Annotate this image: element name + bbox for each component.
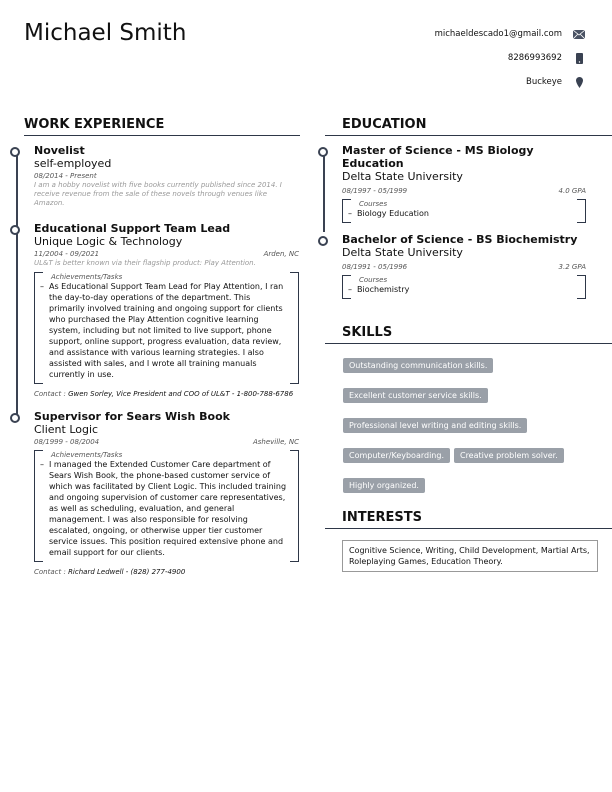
candidate-name: Michael Smith	[24, 20, 187, 46]
description: I am a hobby novelist with five books currently published since 2014. I receive revenue from the sale of these novels through venues like Amazon.	[34, 181, 282, 207]
skill-tag: Computer/Keyboarding.	[343, 448, 450, 463]
dates: 11/2004 - 09/2021	[34, 250, 100, 258]
education-item	[342, 144, 586, 223]
work-item	[34, 144, 299, 208]
timeline-line	[323, 152, 325, 232]
school: Delta State University	[342, 170, 463, 183]
contact-line	[34, 568, 299, 576]
courses-box	[342, 275, 586, 299]
contact-label: Contact :	[34, 390, 66, 398]
dates: 08/2014 - Present	[34, 172, 97, 180]
interests-section	[325, 510, 612, 572]
course-item: – Biochemistry	[357, 284, 575, 295]
work-item	[34, 222, 299, 398]
skill-tag: Outstanding communication skills.	[343, 358, 493, 373]
company: Unique Logic & Technology	[34, 235, 183, 248]
job-title: Novelist	[34, 144, 85, 157]
courses-label: Courses	[359, 200, 388, 208]
map-pin-icon	[572, 77, 586, 88]
skill-tag: Creative problem solver.	[454, 448, 564, 463]
degree: Master of Science - MS Biology Education	[342, 144, 534, 170]
timeline-dot-icon	[10, 225, 20, 235]
location: Buckeye	[525, 77, 562, 87]
section-heading: INTERESTS	[325, 510, 612, 529]
contact-value: Richard Ledwell - (828) 277-4900	[68, 568, 186, 576]
contact-line	[34, 390, 299, 398]
tasks-box	[34, 450, 299, 562]
section-heading: WORK EXPERIENCE	[24, 117, 300, 136]
description: UL&T is better known via their flagship product: Play Attention.	[34, 259, 256, 267]
tasks-box	[34, 272, 299, 384]
skills-section	[325, 325, 612, 503]
skill-tag: Professional level writing and editing skills.	[343, 418, 527, 433]
timeline-dot-icon	[318, 147, 328, 157]
education-item	[342, 233, 586, 299]
timeline-dot-icon	[10, 413, 20, 423]
gpa: 4.0 GPA	[558, 187, 586, 195]
skill-tag: Highly organized.	[343, 478, 425, 493]
tasks-label: Achievements/Tasks	[51, 273, 123, 281]
location: Asheville, NC	[252, 438, 299, 446]
job-title: Supervisor for Sears Wish Book	[34, 410, 230, 423]
work-item	[34, 410, 299, 576]
timeline-dot-icon	[318, 236, 328, 246]
tasks-label: Achievements/Tasks	[51, 451, 123, 459]
timeline-line	[16, 152, 18, 414]
gpa: 3.2 GPA	[558, 263, 586, 271]
dates: 08/1997 - 05/1999	[342, 187, 408, 195]
contact-value: Gwen Sorley, Vice President and COO of UL&T - 1-800-788-6786	[68, 390, 294, 398]
task-item: – I managed the Extended Customer Care department of Sears Wish Book, the phone-based customer service of which was facilitated by Client Logic. This included training and ongoing supervision of customer care representatives, as well as scheduling, evaluation, and general management. I was also responsible for resolving escalated, ongoing, or otherwise upper tier customer service issues. This position required extensive phone and email support for our clients.	[49, 459, 288, 558]
work-experience-section	[24, 117, 300, 136]
school: Delta State University	[342, 246, 463, 259]
dates: 08/1999 - 08/2004	[34, 438, 100, 446]
timeline-dot-icon	[10, 147, 20, 157]
location: Arden, NC	[263, 250, 299, 258]
phone: 8286993692	[507, 53, 562, 63]
skill-tag: Excellent customer service skills.	[343, 388, 488, 403]
company: self-employed	[34, 157, 112, 170]
company: Client Logic	[34, 423, 99, 436]
degree: Bachelor of Science - BS Biochemistry	[342, 233, 578, 246]
courses-box	[342, 199, 586, 223]
section-heading: SKILLS	[325, 325, 612, 344]
course-item: – Biology Education	[357, 208, 575, 219]
dates: 08/1991 - 05/1996	[342, 263, 408, 271]
education-list	[342, 144, 586, 299]
contact-label: Contact :	[34, 568, 66, 576]
section-heading: EDUCATION	[325, 117, 612, 136]
work-list	[34, 144, 299, 576]
contact-info	[435, 22, 586, 94]
education-section	[325, 117, 612, 136]
courses-label: Courses	[359, 276, 388, 284]
interests-text: Cognitive Science, Writing, Child Development, Martial Arts, Roleplaying Games, Education Theory.	[342, 540, 598, 572]
task-item: – As Educational Support Team Lead for Play Attention, I ran the day-to-day operations of the department. This primarily involved training and ongoing support for clients who purchased the Play Attention cognitive learning system, including but not limited to live support, phone support, online support, progress evaluation, data review, and assistance with various learning strategies. I also assisted with sales, and I wrote all training manuals currently in use.	[49, 281, 288, 380]
envelope-icon	[572, 30, 586, 39]
phone-icon	[572, 53, 586, 64]
email: michaeldescado1@gmail.com	[434, 29, 562, 39]
job-title: Educational Support Team Lead	[34, 222, 231, 235]
